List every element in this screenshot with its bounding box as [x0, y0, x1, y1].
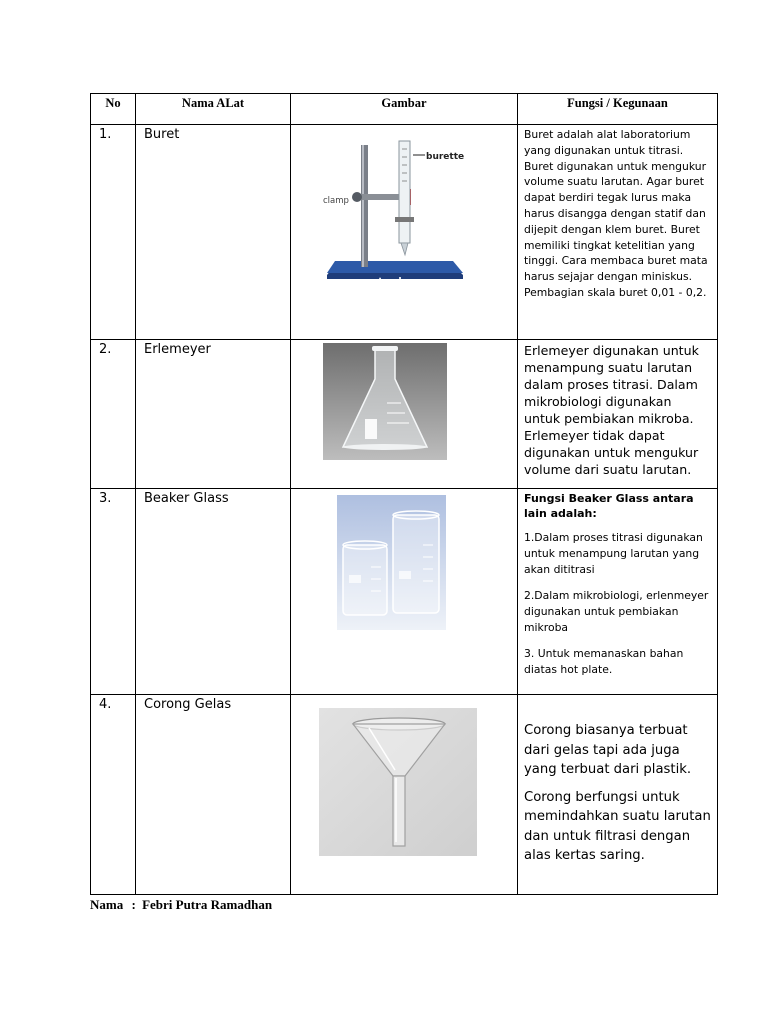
function-title: Fungsi Beaker Glass antara lain adalah:: [524, 492, 694, 520]
function-paragraph: Corong berfungsi untuk memindahkan suatu larutan dan untuk filtrasi dengan alas kertas saring.: [524, 789, 711, 863]
lab-equipment-table: [90, 93, 718, 895]
image-cell: [291, 125, 518, 340]
image-cell: [291, 695, 518, 895]
function-cell: [518, 125, 718, 340]
header-function: Fungsi / Kegunaan: [518, 94, 718, 125]
function-cell: [518, 489, 718, 695]
author-line: [90, 897, 272, 913]
equipment-name: Buret: [136, 125, 291, 340]
function-cell: [518, 695, 718, 895]
funnel-image: [319, 708, 477, 856]
header-name: Nama ALat: [136, 94, 291, 125]
clamp-label: clamp: [323, 196, 349, 206]
burette-label: burette: [426, 152, 465, 162]
table-row: [91, 489, 718, 695]
function-item: 1.Dalam proses titrasi digunakan untuk menampung larutan yang akan dititrasi: [524, 531, 703, 576]
image-cell: [291, 340, 518, 489]
author-separator: :: [131, 897, 136, 912]
function-text: Erlemeyer digunakan untuk menampung suatu larutan dalam proses titrasi. Dalam mikrobiologi digunakan untuk pembiakan mikroba. Erlemeyer tidak dapat digunakan untuk mengukur volume dari suatu larutan.: [524, 343, 699, 477]
equipment-name: Corong Gelas: [136, 695, 291, 895]
row-number: 4.: [91, 695, 136, 895]
function-item: 3. Untuk memanaskan bahan diatas hot plate.: [524, 647, 684, 676]
function-paragraph: Corong biasanya terbuat dari gelas tapi ada juga yang terbuat dari plastik.: [524, 723, 692, 777]
function-text: Buret adalah alat laboratorium yang digunakan untuk titrasi. Buret digunakan untuk mengukur volume suatu larutan. Agar buret dapat berdiri tegak lurus maka harus disangga dengan statif dan dijepit dengan klem buret. Buret memiliki tingkat ketelitian yang tinggi. Cara membaca buret mata harus sejajar dengan miniskus. Pembagian skala buret 0,01 - 0,2.: [524, 128, 708, 299]
equipment-name: Beaker Glass: [136, 489, 291, 695]
erlenmeyer-image: [323, 343, 447, 460]
author-name: Febri Putra Ramadhan: [142, 897, 273, 912]
image-cell: [291, 489, 518, 695]
table-row: [91, 125, 718, 340]
equipment-name: Erlemeyer: [136, 340, 291, 489]
table-row: [91, 340, 718, 489]
row-number: 2.: [91, 340, 136, 489]
header-image: Gambar: [291, 94, 518, 125]
function-cell: [518, 340, 718, 489]
row-number: 3.: [91, 489, 136, 695]
row-number: 1.: [91, 125, 136, 340]
beaker-glass-image: [337, 495, 446, 630]
burette-image: [321, 137, 473, 287]
table-row: [91, 695, 718, 895]
header-no: No: [91, 94, 136, 125]
stand-label: stand: [373, 277, 402, 287]
table-header-row: [91, 94, 718, 125]
function-item: 2.Dalam mikrobiologi, erlenmeyer digunakan untuk pembiakan mikroba: [524, 589, 709, 634]
author-label: Nama: [90, 897, 124, 912]
